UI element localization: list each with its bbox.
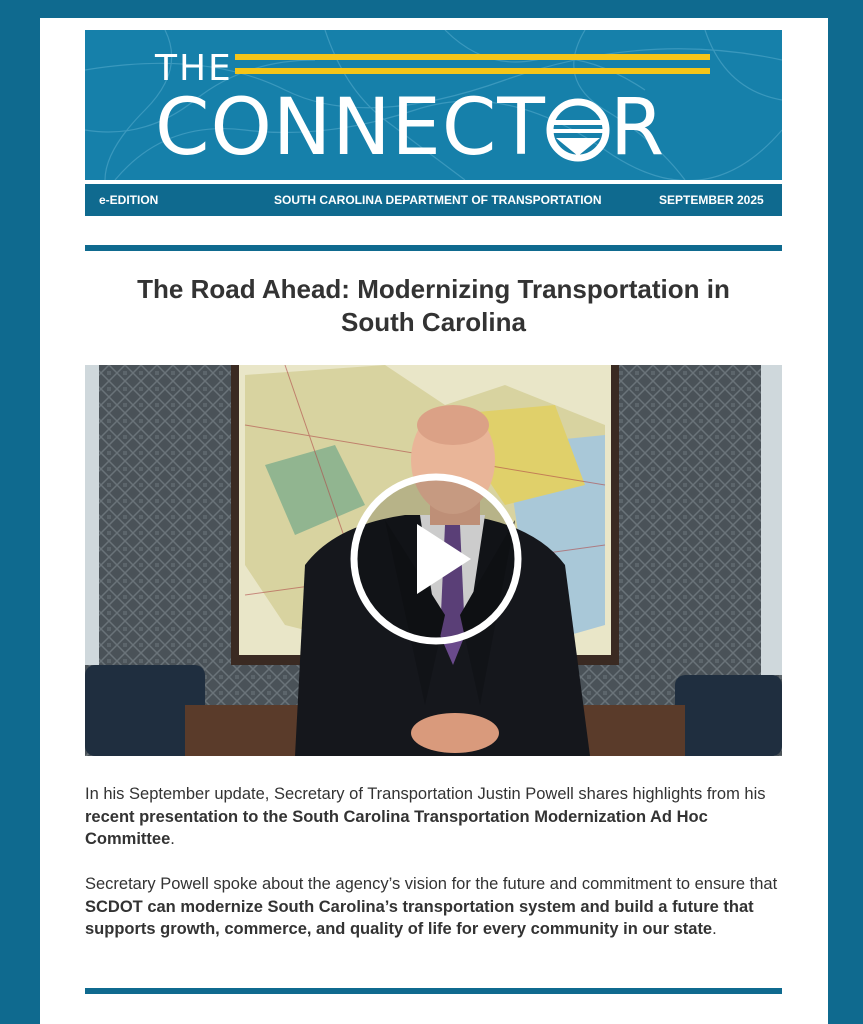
article-paragraph-1: In his September update, Secretary of Transportation Justin Powell shares highlights from his recent presentation to the South Carolina Transportation Modernization Ad Hoc Committee. [85,785,766,848]
newsletter-card [40,18,828,1024]
issue-date: SEPTEMBER 2025 [659,193,764,207]
agency-name: SOUTH CAROLINA DEPARTMENT OF TRANSPORTATION [274,193,602,207]
logo-connector-right: R [609,83,666,173]
article-title-line1: The Road Ahead: Modernizing Transportation in [137,274,730,304]
play-button[interactable] [349,472,523,646]
section-divider [85,245,782,251]
video-thumbnail[interactable] [85,365,782,756]
yellow-stripe-top [235,54,710,60]
logo-connector [155,83,666,176]
article-title [85,273,782,339]
edition-label: e-EDITION [99,193,159,207]
logo-connector-left: CONNECT [155,83,546,173]
road-o-icon [546,96,610,176]
paragraph-1-highlight: recent presentation to the South Carolina Transportation Modernization Ad Hoc Committee [85,807,708,848]
article-title-line2: South Carolina [341,307,526,337]
edition-bar [85,184,782,216]
section-divider-bottom [85,988,782,994]
logo-the: THE [155,48,233,89]
yellow-stripe-bottom [235,68,710,74]
play-icon [349,472,523,646]
paragraph-2-highlight: SCDOT can modernize South Carolina’s transportation system and build a future that supports growth, commerce, and quality of life for every community in our state [85,897,754,938]
article-paragraph-2: Secretary Powell spoke about the agency’s vision for the future and commitment to ensure that SCDOT can modernize South Carolina’s transportation system and build a future that supports growth, commerce, and quality of life for every community in our state. [85,875,778,938]
masthead-banner [85,30,782,180]
